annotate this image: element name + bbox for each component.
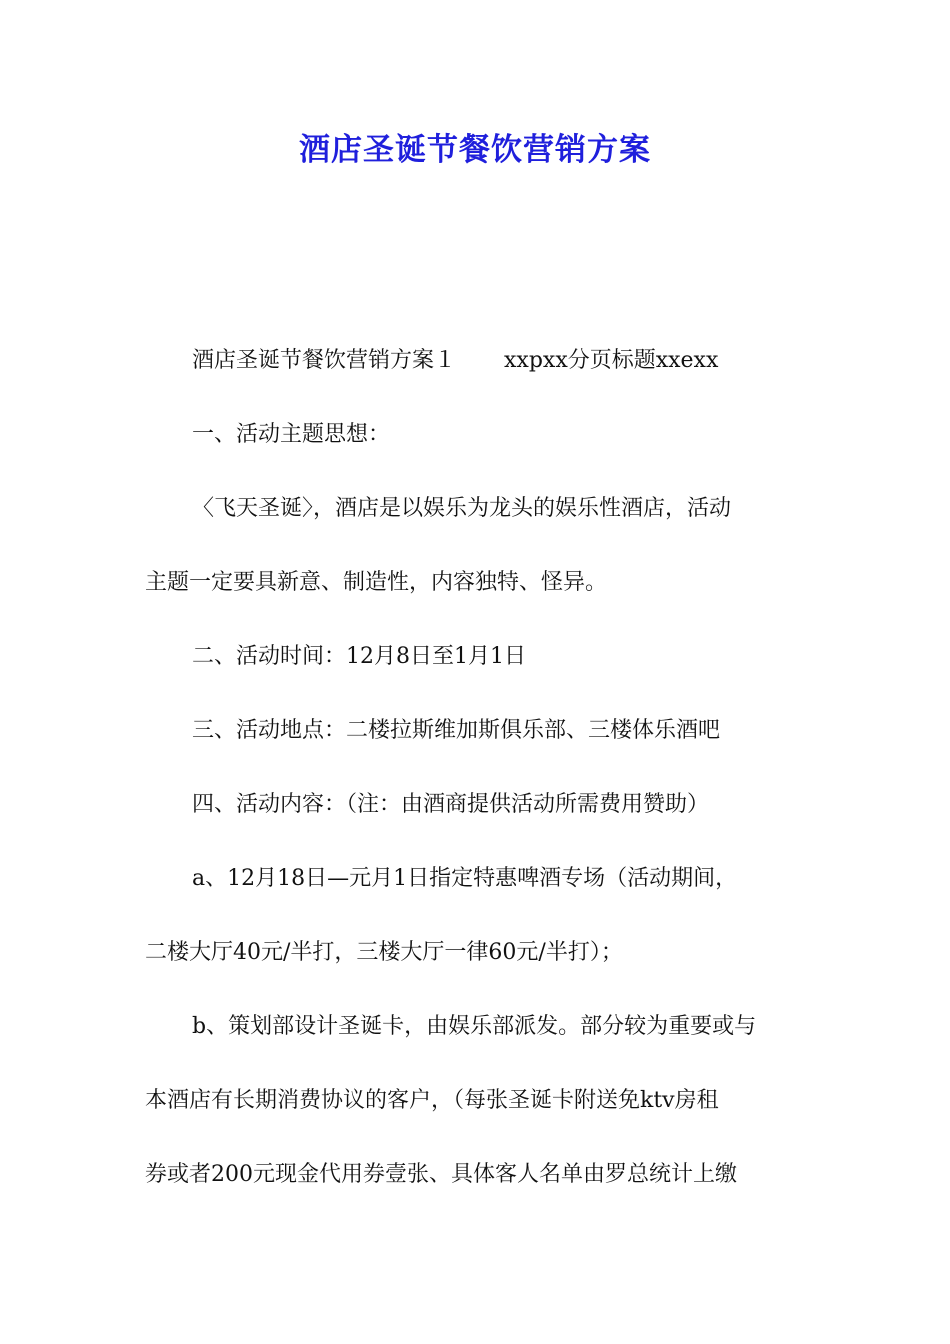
paragraph-line: b、策划部设计圣诞卡，由娱乐部派发。部分较为重要或与: [192, 1014, 757, 1039]
subtitle-left: 酒店圣诞节餐饮营销方案１: [192, 348, 457, 373]
paragraph-line: 二楼大厅40元/半打，三楼大厅一律60元/半打）；: [145, 940, 623, 965]
subtitle-line: [192, 346, 718, 376]
subtitle-right: xxpxx分页标题xxexx: [504, 348, 719, 373]
paragraph-line: 〈飞天圣诞〉，酒店是以娱乐为龙头的娱乐性酒店，活动: [192, 496, 732, 521]
section-heading-theme: 一、活动主题思想：: [192, 422, 391, 447]
paragraph-line: 主题一定要具新意、制造性，内容独特、怪异。: [145, 570, 608, 595]
paragraph-line: a、12月18日—元月1日指定特惠啤酒专场（活动期间，: [192, 866, 738, 891]
paragraph-line: 本酒店有长期消费协议的客户，（每张圣诞卡附送免ktv房租: [145, 1088, 719, 1113]
section-heading-content: 四、活动内容：（注：由酒商提供活动所需费用赞助）: [192, 792, 710, 817]
document-title: 酒店圣诞节餐饮营销方案: [299, 132, 651, 168]
section-heading-time: 二、活动时间：12月8日至1月1日: [192, 644, 526, 669]
section-heading-location: 三、活动地点：二楼拉斯维加斯俱乐部、三楼体乐酒吧: [192, 718, 721, 743]
paragraph-line: 券或者200元现金代用券壹张、具体客人名单由罗总统计上缴: [145, 1162, 737, 1187]
